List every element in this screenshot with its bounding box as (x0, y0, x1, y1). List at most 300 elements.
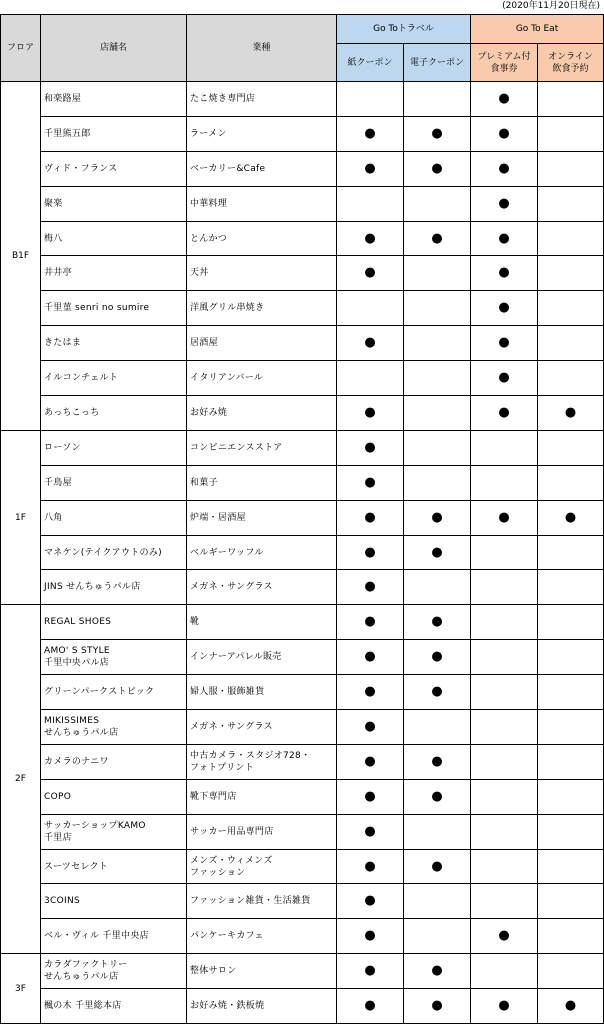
e-coupon-mark-cell (404, 954, 471, 989)
store-name (41, 605, 187, 640)
e-coupon-mark: ● (431, 160, 443, 176)
premium-ticket-mark-cell (471, 570, 538, 605)
premium-ticket-mark: ● (498, 404, 510, 420)
store-name (41, 430, 187, 465)
store-name-line: 千鳥屋 (44, 477, 72, 488)
premium-ticket-mark-cell (471, 849, 538, 884)
store-category-line: ベーカリー&Cafe (190, 163, 266, 174)
premium-ticket-mark: ● (498, 370, 510, 386)
store-name (41, 465, 187, 500)
e-coupon-mark: ● (431, 998, 443, 1014)
paper-coupon-mark: ● (364, 684, 376, 700)
table-row (1, 640, 604, 675)
store-name-line: ヴィド・フランス (44, 163, 118, 174)
store-name (41, 849, 187, 884)
store-name-line: スーツセレクト (44, 861, 109, 872)
online-booking-mark-cell (538, 675, 604, 710)
paper-coupon-mark-cell (337, 989, 404, 1024)
premium-ticket-mark-cell (471, 640, 538, 675)
store-category (187, 954, 337, 989)
store-category-line: ファッション雑貨・生活雑貨 (190, 896, 311, 907)
store-name-line: グリーンパークストピック (44, 687, 155, 698)
header-floor: フロア (1, 15, 41, 82)
e-coupon-mark-cell (404, 500, 471, 535)
e-coupon-mark: ● (431, 788, 443, 804)
online-booking-mark-cell (538, 465, 604, 500)
store-name-line: 千里菫 senri no sumire (44, 303, 150, 314)
paper-coupon-mark-cell (337, 919, 404, 954)
store-name-line: 聚楽 (44, 198, 63, 209)
e-coupon-mark: ● (431, 509, 443, 525)
floor-label: 2F (1, 605, 41, 954)
store-category (187, 396, 337, 431)
store-category-line: 靴下専門店 (190, 791, 237, 802)
e-coupon-mark-cell (404, 744, 471, 779)
paper-coupon-mark-cell (337, 186, 404, 221)
store-category-line: 靴 (190, 617, 200, 628)
store-category-line: 和菓子 (190, 477, 218, 488)
store-category (187, 256, 337, 291)
table-row (1, 710, 604, 745)
e-coupon-mark: ● (431, 753, 443, 769)
floor-label: 3F (1, 954, 41, 1024)
table-row (1, 570, 604, 605)
date-note: (2020年11月20日現在) (502, 1, 600, 11)
online-booking-mark-cell (538, 256, 604, 291)
e-coupon-mark: ● (431, 125, 443, 141)
table-row (1, 884, 604, 919)
table-body (1, 82, 604, 1024)
store-name (41, 326, 187, 361)
store-category (187, 361, 337, 396)
premium-ticket-mark-cell (471, 291, 538, 326)
store-category-line: とんかつ (190, 233, 228, 244)
e-coupon-mark-cell (404, 919, 471, 954)
header-premium-ticket-line: プレミアム付 (477, 51, 531, 62)
store-category-line: 洋風グリル串焼き (190, 303, 265, 314)
table-row (1, 814, 604, 849)
paper-coupon-mark: ● (364, 963, 376, 979)
paper-coupon-mark: ● (364, 404, 376, 420)
store-name-line: ローソン (44, 442, 81, 453)
store-category-line: ベルギーワッフル (190, 547, 264, 558)
online-booking-mark-cell (538, 954, 604, 989)
store-name-line: きたはま (44, 338, 82, 349)
paper-coupon-mark-cell (337, 535, 404, 570)
store-category (187, 291, 337, 326)
store-category (187, 82, 337, 117)
paper-coupon-mark-cell (337, 779, 404, 814)
online-booking-mark: ● (564, 998, 577, 1014)
header-premium-ticket-line: 食事券 (490, 63, 518, 74)
premium-ticket-mark-cell (471, 814, 538, 849)
premium-ticket-mark-cell (471, 605, 538, 640)
premium-ticket-mark: ● (498, 509, 510, 525)
store-name (41, 396, 187, 431)
premium-ticket-mark-cell (471, 989, 538, 1024)
table-row (1, 256, 604, 291)
table-row (1, 221, 604, 256)
store-category-line: 中華料理 (190, 198, 228, 209)
header-goto-eat: Go To Eat (471, 15, 604, 44)
e-coupon-mark-cell (404, 884, 471, 919)
paper-coupon-mark-cell (337, 570, 404, 605)
store-name (41, 221, 187, 256)
store-category (187, 221, 337, 256)
online-booking-mark-cell (538, 919, 604, 954)
header-category: 業種 (187, 15, 337, 82)
premium-ticket-mark: ● (498, 998, 510, 1014)
store-name (41, 675, 187, 710)
premium-ticket-mark-cell (471, 221, 538, 256)
premium-ticket-mark-cell (471, 326, 538, 361)
e-coupon-mark: ● (431, 858, 443, 874)
e-coupon-mark-cell (404, 430, 471, 465)
premium-ticket-mark: ● (498, 90, 510, 106)
header-online-booking-line: オンライン (548, 51, 593, 62)
premium-ticket-mark-cell (471, 535, 538, 570)
premium-ticket-mark: ● (498, 125, 510, 141)
header-online-booking (538, 44, 604, 82)
store-category (187, 186, 337, 221)
online-booking-mark-cell (538, 500, 604, 535)
paper-coupon-mark: ● (364, 893, 376, 909)
store-category-line: たこ焼き専門店 (190, 93, 256, 104)
table-header (1, 15, 604, 82)
store-category (187, 710, 337, 745)
paper-coupon-mark-cell (337, 291, 404, 326)
table-row (1, 396, 604, 431)
e-coupon-mark-cell (404, 465, 471, 500)
paper-coupon-mark: ● (364, 614, 376, 630)
store-name (41, 361, 187, 396)
header-e-coupon: 電子クーポン (404, 44, 471, 82)
store-category (187, 570, 337, 605)
paper-coupon-mark-cell (337, 744, 404, 779)
store-name (41, 640, 187, 675)
paper-coupon-mark-cell (337, 884, 404, 919)
store-name (41, 116, 187, 151)
online-booking-mark-cell (538, 116, 604, 151)
store-name-line: 梅八 (44, 233, 63, 244)
e-coupon-mark-cell (404, 186, 471, 221)
store-category-line: 炉端・居酒屋 (190, 512, 246, 523)
store-category (187, 116, 337, 151)
store-category-line: 整体サロン (190, 966, 237, 977)
paper-coupon-mark-cell (337, 326, 404, 361)
store-name (41, 989, 187, 1024)
store-name (41, 814, 187, 849)
store-name-line: 千里店 (44, 832, 72, 843)
table-row (1, 82, 604, 117)
premium-ticket-mark-cell (471, 500, 538, 535)
paper-coupon-mark-cell (337, 361, 404, 396)
floor-label: 1F (1, 430, 41, 604)
store-name-line: カメラのナニワ (44, 756, 109, 767)
premium-ticket-mark-cell (471, 779, 538, 814)
store-category-line: 中古カメラ・スタジオ728・ (190, 750, 311, 761)
table-row (1, 675, 604, 710)
store-name-line: サッカーショップKAMO (44, 820, 146, 831)
store-category-line: パンケーキカフェ (190, 931, 264, 942)
store-name-line: イルコンチェルト (44, 373, 119, 384)
e-coupon-mark-cell (404, 361, 471, 396)
e-coupon-mark-cell (404, 710, 471, 745)
paper-coupon-mark-cell (337, 465, 404, 500)
table-row (1, 430, 604, 465)
paper-coupon-mark-cell (337, 221, 404, 256)
premium-ticket-mark: ● (498, 335, 510, 351)
paper-coupon-mark-cell (337, 640, 404, 675)
paper-coupon-mark: ● (364, 160, 376, 176)
paper-coupon-mark: ● (364, 265, 376, 281)
table-row (1, 744, 604, 779)
header-premium-ticket (471, 44, 538, 82)
paper-coupon-mark: ● (364, 753, 376, 769)
paper-coupon-mark: ● (364, 230, 376, 246)
store-category (187, 640, 337, 675)
store-name-line: マネケン(テイクアウトのみ) (44, 547, 162, 558)
premium-ticket-mark-cell (471, 465, 538, 500)
table-row (1, 326, 604, 361)
paper-coupon-mark: ● (364, 125, 376, 141)
paper-coupon-mark: ● (364, 335, 376, 351)
e-coupon-mark-cell (404, 116, 471, 151)
store-category (187, 884, 337, 919)
paper-coupon-mark: ● (364, 509, 376, 525)
store-name (41, 535, 187, 570)
online-booking-mark-cell (538, 186, 604, 221)
store-category (187, 919, 337, 954)
online-booking-mark-cell (538, 535, 604, 570)
table-row (1, 605, 604, 640)
online-booking-mark-cell (538, 710, 604, 745)
paper-coupon-mark-cell (337, 500, 404, 535)
e-coupon-mark-cell (404, 291, 471, 326)
store-category (187, 605, 337, 640)
store-name (41, 500, 187, 535)
premium-ticket-mark: ● (498, 230, 510, 246)
online-booking-mark-cell (538, 779, 604, 814)
paper-coupon-mark-cell (337, 256, 404, 291)
e-coupon-mark: ● (431, 230, 443, 246)
store-name-line: 千里熊五郎 (44, 128, 91, 139)
store-name (41, 291, 187, 326)
online-booking-mark-cell (538, 570, 604, 605)
store-category-line: ラーメン (190, 128, 227, 139)
store-category (187, 744, 337, 779)
premium-ticket-mark-cell (471, 186, 538, 221)
store-name-line: 和楽路屋 (44, 93, 82, 104)
table-row (1, 500, 604, 535)
e-coupon-mark-cell (404, 570, 471, 605)
store-category-line: 居酒屋 (190, 338, 218, 349)
paper-coupon-mark-cell (337, 82, 404, 117)
paper-coupon-mark: ● (364, 788, 376, 804)
premium-ticket-mark-cell (471, 151, 538, 186)
online-booking-mark: ● (564, 404, 577, 420)
table-row (1, 535, 604, 570)
paper-coupon-mark-cell (337, 814, 404, 849)
paper-coupon-mark-cell (337, 954, 404, 989)
table-row (1, 361, 604, 396)
online-booking-mark-cell (538, 884, 604, 919)
store-category (187, 151, 337, 186)
premium-ticket-mark-cell (471, 256, 538, 291)
online-booking-mark-cell (538, 151, 604, 186)
e-coupon-mark: ● (431, 963, 443, 979)
table-row (1, 779, 604, 814)
online-booking-mark-cell (538, 326, 604, 361)
premium-ticket-mark-cell (471, 675, 538, 710)
store-name (41, 82, 187, 117)
premium-ticket-mark-cell (471, 116, 538, 151)
table-row (1, 116, 604, 151)
e-coupon-mark: ● (431, 544, 443, 560)
premium-ticket-mark-cell (471, 430, 538, 465)
e-coupon-mark-cell (404, 535, 471, 570)
table-row (1, 849, 604, 884)
store-category-line: フォトプリント (190, 762, 255, 773)
e-coupon-mark-cell (404, 849, 471, 884)
table-row (1, 465, 604, 500)
floor-label: B1F (1, 82, 41, 431)
online-booking-mark-cell (538, 221, 604, 256)
paper-coupon-mark: ● (364, 998, 376, 1014)
paper-coupon-mark-cell (337, 849, 404, 884)
online-booking-mark-cell (538, 396, 604, 431)
store-category (187, 675, 337, 710)
store-name (41, 884, 187, 919)
online-booking-mark-cell (538, 361, 604, 396)
store-category (187, 430, 337, 465)
store-name-line: REGAL SHOES (44, 617, 112, 628)
store-name-line: COPO (44, 791, 72, 802)
premium-ticket-mark-cell (471, 82, 538, 117)
e-coupon-mark-cell (404, 396, 471, 431)
paper-coupon-mark: ● (364, 718, 376, 734)
e-coupon-mark-cell (404, 82, 471, 117)
paper-coupon-mark: ● (364, 823, 376, 839)
store-category-line: コンビニエンスストア (190, 442, 283, 453)
paper-coupon-mark-cell (337, 430, 404, 465)
store-name (41, 186, 187, 221)
header-goto-travel: Go Toトラベル (337, 15, 471, 44)
store-name (41, 256, 187, 291)
premium-ticket-mark-cell (471, 884, 538, 919)
online-booking-mark-cell (538, 640, 604, 675)
store-name-line: 千里中央パル店 (44, 658, 110, 669)
paper-coupon-mark-cell (337, 116, 404, 151)
store-name-line: ベル・ヴィル 千里中央店 (44, 931, 149, 942)
online-booking-mark-cell (538, 605, 604, 640)
table-row (1, 919, 604, 954)
e-coupon-mark-cell (404, 605, 471, 640)
store-category (187, 989, 337, 1024)
online-booking-mark: ● (564, 509, 577, 525)
paper-coupon-mark: ● (364, 649, 376, 665)
table-row (1, 151, 604, 186)
e-coupon-mark-cell (404, 151, 471, 186)
online-booking-mark-cell (538, 814, 604, 849)
store-name-line: 八角 (44, 512, 63, 523)
store-category (187, 500, 337, 535)
store-category (187, 326, 337, 361)
premium-ticket-mark-cell (471, 919, 538, 954)
e-coupon-mark-cell (404, 256, 471, 291)
paper-coupon-mark-cell (337, 605, 404, 640)
store-name (41, 779, 187, 814)
store-table (0, 14, 604, 1024)
store-category-line: インナーアパレル販売 (190, 652, 282, 663)
header-store-name: 店舗名 (41, 15, 187, 82)
online-booking-mark-cell (538, 430, 604, 465)
store-category-line: お好み焼 (190, 407, 228, 418)
premium-ticket-mark: ● (498, 265, 510, 281)
store-name-line: AMO' S STYLE (44, 646, 110, 657)
store-name-line: せんちゅうパル店 (44, 727, 119, 738)
online-booking-mark-cell (538, 849, 604, 884)
store-name-line: 楓の木 千里総本店 (44, 1001, 122, 1012)
store-name-line: せんちゅうパル店 (44, 972, 119, 983)
e-coupon-mark-cell (404, 640, 471, 675)
store-name-line: 3COINS (44, 896, 80, 907)
premium-ticket-mark-cell (471, 361, 538, 396)
paper-coupon-mark-cell (337, 396, 404, 431)
e-coupon-mark-cell (404, 326, 471, 361)
store-category-line: イタリアンバール (190, 373, 264, 384)
store-name (41, 570, 187, 605)
store-name-line: MIKISSIMES (44, 715, 100, 726)
store-name (41, 151, 187, 186)
paper-coupon-mark: ● (364, 544, 376, 560)
store-category (187, 535, 337, 570)
store-category-line: メガネ・サングラス (190, 582, 273, 593)
premium-ticket-mark-cell (471, 710, 538, 745)
table-row (1, 186, 604, 221)
online-booking-mark-cell (538, 744, 604, 779)
store-name (41, 954, 187, 989)
store-category-line: メンズ・ウィメンズ (190, 855, 273, 866)
store-category (187, 849, 337, 884)
table-row (1, 291, 604, 326)
e-coupon-mark-cell (404, 221, 471, 256)
store-category-line: メガネ・サングラス (190, 721, 273, 732)
store-name-line: カラダファクトリー (44, 960, 128, 971)
store-category-line: お好み焼・鉄板焼 (190, 1001, 265, 1012)
store-category (187, 465, 337, 500)
online-booking-mark-cell (538, 82, 604, 117)
store-category-line: サッカー用品専門店 (190, 826, 274, 837)
paper-coupon-mark-cell (337, 675, 404, 710)
premium-ticket-mark: ● (498, 195, 510, 211)
store-name (41, 744, 187, 779)
e-coupon-mark: ● (431, 614, 443, 630)
header-online-booking-line: 飲食予約 (552, 63, 589, 74)
table-row (1, 989, 604, 1024)
e-coupon-mark-cell (404, 779, 471, 814)
online-booking-mark-cell (538, 989, 604, 1024)
paper-coupon-mark: ● (364, 858, 376, 874)
premium-ticket-mark: ● (498, 160, 510, 176)
e-coupon-mark-cell (404, 814, 471, 849)
e-coupon-mark: ● (431, 684, 443, 700)
store-category (187, 814, 337, 849)
store-name-line: JINS せんちゅうパル店 (44, 582, 141, 593)
store-category-line: 婦人服・服飾雑貨 (190, 687, 265, 698)
store-name-line: あっちこっち (44, 407, 100, 418)
paper-coupon-mark: ● (364, 579, 376, 595)
